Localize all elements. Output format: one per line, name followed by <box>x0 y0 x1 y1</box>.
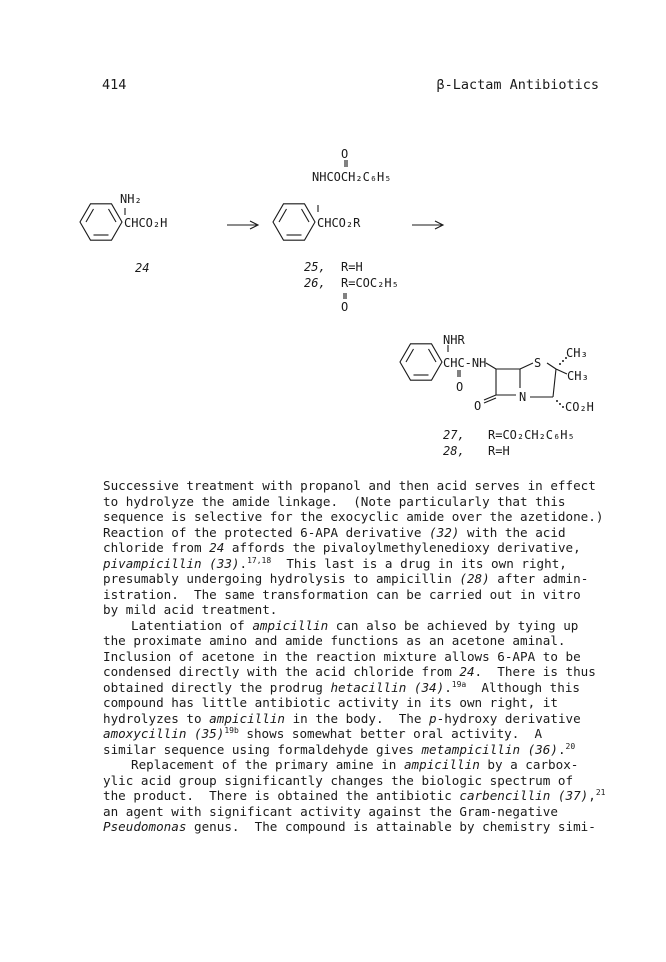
compound-label-28: 28, <box>443 444 465 458</box>
benzene-ring-27 <box>400 344 442 380</box>
compound-label-27: 27, <box>443 428 465 442</box>
reaction-arrow-2 <box>412 221 443 229</box>
c27-methyl-b: CH₃ <box>567 369 589 383</box>
r-group-27: R=CO₂CH₂C₆H₅ <box>488 428 575 442</box>
c25-oxo: O <box>341 147 349 161</box>
paragraph-2: Latentiation of ampicillin can also be achieved by tying up the proximate amino and amide functions as an acetone aminal. Inclusion of acetone in the reaction mixture allows 6-APA to be condensed directly with the acid chloride from 24. There is thus obtained directly the prodrug hetacillin (34).$^{19a}$ Although this compound has little antibiotic activity in its own right, it hydrolyzes to ampicillin in the body. The p-hydroxy derivative amoxycillin $(35)^{19b}$ shows somewhat better oral activity. A similar sequence using formaldehyde gives metampicillin (36).$^{20}$ <box>103 617 596 757</box>
c27-carbonyl-o: O <box>456 380 464 394</box>
compound-label-26: 26, <box>304 276 326 290</box>
c27-nhr: NHR <box>443 333 465 347</box>
benzene-ring-25 <box>273 204 315 240</box>
reaction-scheme <box>0 0 666 470</box>
body-text <box>103 478 606 835</box>
running-head: β-Lactam Antibiotics <box>436 77 599 93</box>
c24-amine: NH₂ <box>120 192 142 206</box>
compound-label-24: 24 <box>135 261 150 275</box>
compound-label-25: 25, <box>304 260 326 274</box>
c27-sulfur: S <box>534 356 542 370</box>
r-group-28: R=H <box>488 444 510 458</box>
benzene-ring-24 <box>80 204 122 240</box>
c24-side-chain: CHCO₂H <box>124 216 168 230</box>
c27-methyl-a: CH₃ <box>566 346 588 360</box>
c25-side-chain: CHCO₂R <box>317 216 361 230</box>
c27-chain: CHC-NH <box>443 356 487 370</box>
reaction-arrow-1 <box>227 221 258 229</box>
c27-nitrogen: N <box>519 390 527 404</box>
c27-lactam-o: O <box>474 399 482 413</box>
r-group-26: R=COC₂H₅ <box>341 276 399 290</box>
r-group-26-oxo: O <box>341 300 349 314</box>
c27-carboxyl: CO₂H <box>565 400 594 414</box>
paragraph-3: Replacement of the primary amine in ampicillin by a carbox- ylic acid group significantly changes the biologic spectrum of the product. There is obtained the antibiotic carbencillin (37),$^{21}$ an agent with significant activity against the Gram-negative Pseudomonas genus. The compound is attainable by chemistry simi- <box>103 757 606 834</box>
paragraph-1: Successive treatment with propanol and then acid serves in effect to hydrolyze the amide linkage. (Note particularly that this sequence is selective for the exocyclic amide over the azetidone.) Reaction of the protected 6-APA derivative (32) with the acid chloride from 24 affords the pivaloylmethylenedioxy derivative, pivampicillin (33).$^{17,18}$ This last is a drug in its own right, presumably undergoing hydrolysis to ampicillin (28) after admin- istration. The same transformation can be carried out in vitro by mild acid treatment. <box>103 478 604 617</box>
c25-amide: NHCOCH₂C₆H₅ <box>312 170 392 184</box>
r-group-25: R=H <box>341 260 363 274</box>
page-number: 414 <box>102 77 127 93</box>
